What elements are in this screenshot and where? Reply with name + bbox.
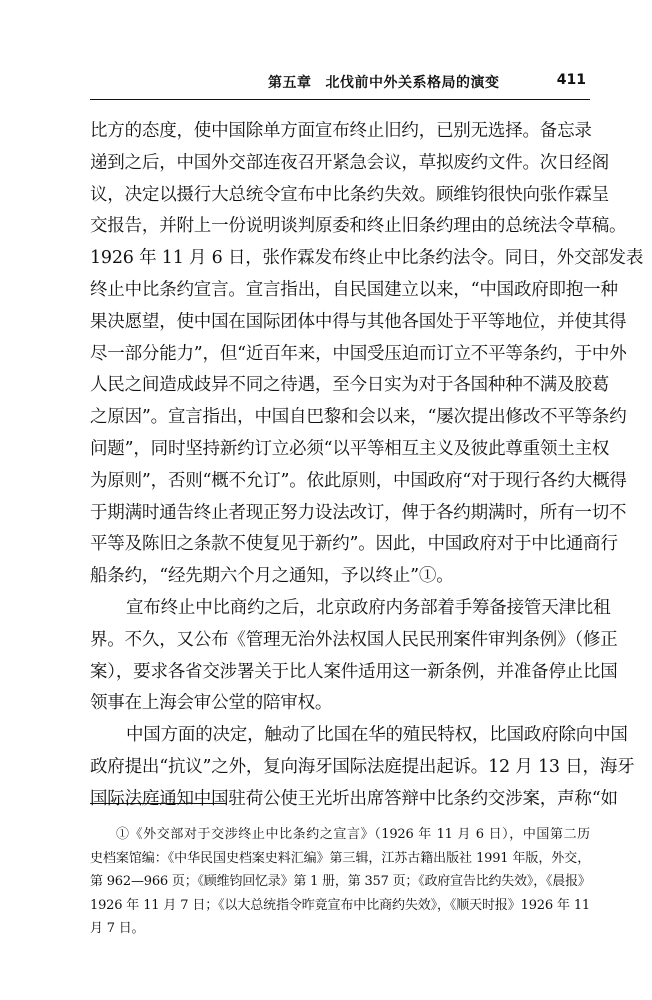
text-line: 为原则”，否则“概不允订”。依此原则，中国政府“对于现行各约大概得 xyxy=(90,470,627,491)
text-line: 交报告，并附上一份说明谈判原委和终止旧条约理由的总统法令草稿。 xyxy=(90,216,627,237)
text-line: 平等及陈旧之条款不使复见于新约”。因此，中国政府对于中比通商行 xyxy=(90,534,618,555)
text-line: 政府提出“抗议”之外，复向海牙国际法庭提出起诉。12 月 13 日，海牙 xyxy=(90,756,635,777)
text-line: 国际法庭通知中国驻荷公使王光圻出席答辩中比条约交涉案，声称“如 xyxy=(90,788,618,809)
text-line: 人民之间造成歧异不同之待遇，至今日实为对于各国种种不满及胶葛 xyxy=(90,375,609,396)
text-line: 于期满时通告终止者现正努力设法改订，俾于各约期满时，所有一切不 xyxy=(90,502,627,523)
text-line: 终止中比条约宣言。宣言指出，自民国建立以来，“中国政府即抱一种 xyxy=(90,279,618,300)
text-line: 之原因”。宣言指出，中国自巴黎和会以来，“屡次提出修改不平等条约 xyxy=(90,407,627,428)
text-line: 船条约，“经先期六个月之通知，予以终止”①。 xyxy=(90,566,454,587)
text-line: 案），要求各省交涉署关于比人案件适用这一新条例，并准备停止比国 xyxy=(90,661,618,682)
text-line: 比方的态度，使中国除单方面宣布终止旧约，已别无选择。备忘录 xyxy=(90,121,592,141)
text-line: 领事在上海会审公堂的陪审权。 xyxy=(90,693,333,714)
paragraph-first-line: 中国方面的决定，触动了比国在华的殖民特权，比国政府除向中国 xyxy=(126,725,628,746)
running-header-title xyxy=(268,72,500,92)
footnote-line: 第 962—966 页；《顾维钧回忆录》第 1 册，第 357 页；《政府宣告比约失效》，《晨报》 xyxy=(90,874,591,890)
body-text xyxy=(90,116,644,816)
running-header xyxy=(90,72,590,94)
chapter-title: 北伐前中外关系格局的演变 xyxy=(325,75,500,91)
footnote-line: 月 7 日。 xyxy=(90,921,145,937)
header-divider xyxy=(90,99,590,100)
footnote xyxy=(90,823,590,941)
text-line: 议，决定以摄行大总统令宣布中比条约失效。顾维钧很快向张作霖呈 xyxy=(90,184,609,205)
text-line: 果决愿望，使中国在国际团体中得与其他各国处于平等地位，并使其得 xyxy=(90,311,627,332)
text-line: 界。不久，又公布《管理无治外法权国人民民刑案件审判条例》（修正 xyxy=(90,629,618,650)
footnote-line: ①《外交部对于交涉终止中比条约之宣言》（1926 年 11 月 6 日），中国第二历 xyxy=(116,827,590,842)
text-line: 问题”，同时坚持新约订立必须“以平等相互主义及彼此尊重领土主权 xyxy=(90,438,610,459)
text-line: 递到之后，中国外交部连夜召开紧急会议，草拟废约文件。次日经阁 xyxy=(90,152,609,173)
chapter-label: 第五章 xyxy=(268,75,312,91)
footnote-line: 1926 年 11 月 7 日；《以大总统指令昨竟宣布中比商约失效》，《顺天时报》1926 年 11 xyxy=(90,897,590,913)
footnote-divider xyxy=(90,803,226,804)
text-line: 尽一部分能力”，但“近百年来，中国受压迫而订立不平等条约，于中外 xyxy=(90,343,627,364)
paragraph-first-line: 宣布终止中比商约之后，北京政府内务部着手筹备接管天津比租 xyxy=(126,597,611,618)
page-number: 411 xyxy=(556,72,586,88)
footnote-line: 史档案馆编：《中华民国史档案史料汇编》第三辑，江苏古籍出版社 1991 年版，外交， xyxy=(90,850,590,866)
text-line: 1926 年 11 月 6 日，张作霖发布终止中比条约法令。同日，外交部发表 xyxy=(90,248,644,269)
